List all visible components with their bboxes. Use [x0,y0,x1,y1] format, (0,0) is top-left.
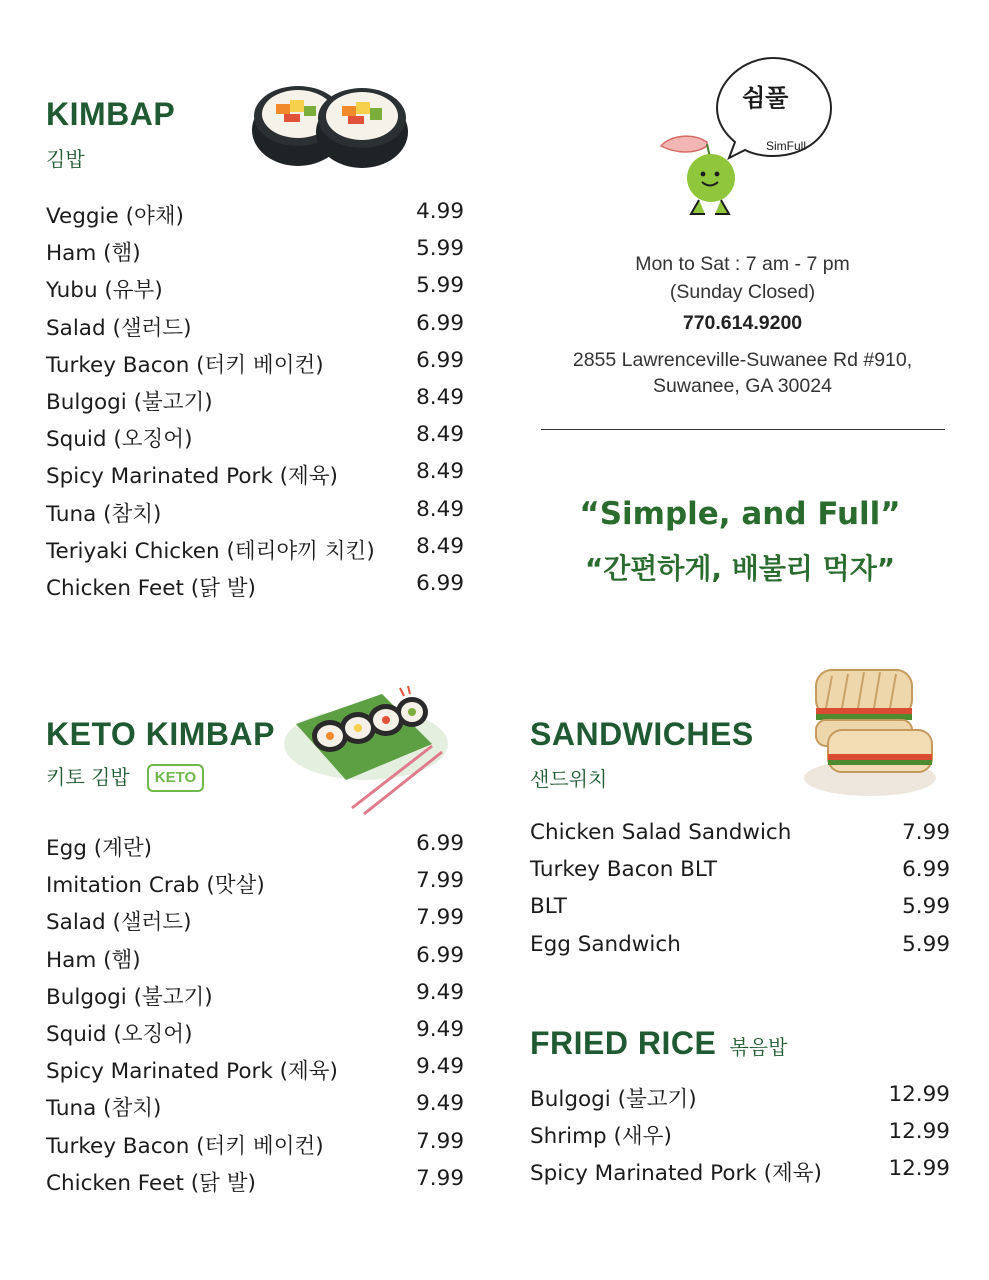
item-name: Chicken Feet (닭 발) [46,575,256,601]
sunday-closed-note: (Sunday Closed) [669,281,816,303]
menu-item [46,311,464,348]
menu-item [46,831,464,868]
item-name: Ham (햄) [46,947,141,973]
item-price: 7.99 [416,1165,464,1191]
fried-rice-heading [530,1025,787,1062]
kimbap-menu-list [46,199,464,608]
fried-rice-subtitle: 볶음밥 [729,1035,788,1059]
item-price: 4.99 [416,199,464,224]
item-price: 6.99 [416,570,464,596]
item-name: Spicy Marinated Pork (제육) [46,464,338,490]
menu-item [46,236,464,273]
item-name: Ham (햄) [46,241,141,267]
address-line-1: 2855 Lawrenceville-Suwanee Rd #910, [572,349,913,371]
item-price: 7.99 [416,1128,464,1154]
menu-item [46,1129,464,1166]
menu-item [530,1119,950,1156]
item-price: 5.99 [416,236,464,262]
item-name: Squid (오징어) [46,427,193,453]
menu-item [46,868,464,905]
item-price: 7.99 [902,820,950,845]
keto-kimbap-menu-list [46,831,464,1203]
item-name: Imitation Crab (맛살) [46,873,265,899]
menu-item [46,422,464,459]
item-name: Chicken Feet (닭 발) [46,1170,256,1196]
item-name: Bulgogi (불고기) [530,1087,697,1112]
item-price: 5.99 [902,931,950,957]
menu-item [46,534,464,571]
item-name: Squid (오징어) [46,1021,193,1047]
item-price: 7.99 [416,905,464,931]
item-name: Spicy Marinated Pork (제육) [530,1161,822,1187]
sandwiches-menu-list [530,820,950,969]
menu-item [46,385,464,422]
kimbap-rolls-image [250,78,410,170]
menu-item [46,905,464,942]
item-price: 8.49 [416,533,464,559]
slogan-korean: “간편하게, 배불리 먹자” [584,552,896,585]
item-price: 6.99 [416,831,464,856]
sandwiches-subtitle: 샌드위치 [530,767,608,791]
menu-item [46,497,464,534]
menu-item [46,273,464,310]
item-price: 6.99 [416,310,464,336]
item-price: 8.49 [416,459,464,485]
menu-item [46,980,464,1017]
item-name: Veggie (야채) [46,204,184,229]
item-name: Turkey Bacon (터키 베이컨) [46,1133,324,1159]
keto-kimbap-subtitle: 키토 김밥 [46,765,130,789]
slogan-english: “Simple, and Full” [579,496,901,532]
sandwiches-title: SANDWICHES [530,716,754,752]
item-price: 6.99 [416,347,464,373]
keto-badge: KETO [147,764,204,792]
menu-item [46,348,464,385]
keto-kimbap-title: KETO KIMBAP [46,716,275,752]
item-name: Tuna (참치) [46,1096,162,1122]
menu-item [530,894,950,931]
item-name: Salad (샐러드) [46,910,192,936]
item-price: 6.99 [902,857,950,883]
item-price: 7.99 [416,868,464,894]
item-price: 5.99 [416,273,464,299]
keto-kimbap-subtitle-row [46,761,204,794]
item-name: Salad (샐러드) [46,315,192,341]
item-price: 9.49 [416,1016,464,1042]
fried-rice-menu-list [530,1082,950,1194]
sandwich-image [798,650,940,800]
item-name: BLT [530,894,567,920]
item-price: 12.99 [888,1082,950,1107]
divider [541,429,945,430]
kimbap-title: KIMBAP [46,96,176,132]
kimbap-subtitle: 김밥 [46,147,85,171]
item-price: 8.49 [416,422,464,448]
fried-rice-title: FRIED RICE [530,1025,717,1061]
item-name: Chicken Salad Sandwich [530,820,792,845]
menu-item [46,1054,464,1091]
item-price: 5.99 [902,894,950,920]
simfull-logo-mascot [655,50,835,220]
item-name: Turkey Bacon (터키 베이컨) [46,352,324,378]
item-name: Bulgogi (불고기) [46,984,213,1010]
item-name: Yubu (유부) [46,278,163,304]
address-line-2: Suwanee, GA 30024 [653,375,832,397]
menu-item [530,1082,950,1119]
business-hours: Mon to Sat : 7 am - 7 pm [635,253,850,275]
keto-kimbap-plate-image [282,684,454,816]
logo-english-text: SimFull [766,139,807,153]
menu-item [46,571,464,608]
item-price: 12.99 [888,1119,950,1145]
menu-item [46,199,464,236]
logo-korean-text: 쉼풀 [742,84,789,112]
item-price: 8.49 [416,384,464,410]
item-price: 8.49 [416,496,464,522]
menu-item [530,857,950,894]
item-name: Egg (계란) [46,836,153,861]
item-name: Turkey Bacon BLT [530,857,718,883]
item-price: 6.99 [416,942,464,968]
item-name: Tuna (참치) [46,501,162,527]
item-price: 12.99 [888,1156,950,1182]
menu-item [46,459,464,496]
item-price: 9.49 [416,979,464,1005]
item-name: Spicy Marinated Pork (제육) [46,1059,338,1085]
menu-item [46,1017,464,1054]
item-price: 9.49 [416,1091,464,1117]
item-name: Teriyaki Chicken (테리야끼 치킨) [46,538,375,564]
item-name: Egg Sandwich [530,931,681,957]
phone-number: 770.614.9200 [682,312,803,334]
menu-item [46,943,464,980]
item-name: Bulgogi (불고기) [46,389,213,415]
item-name: Shrimp (새우) [530,1124,672,1150]
item-price: 9.49 [416,1054,464,1080]
menu-item [530,932,950,969]
menu-item [46,1091,464,1128]
menu-item [46,1166,464,1203]
menu-item [530,1156,950,1193]
menu-item [530,820,950,857]
